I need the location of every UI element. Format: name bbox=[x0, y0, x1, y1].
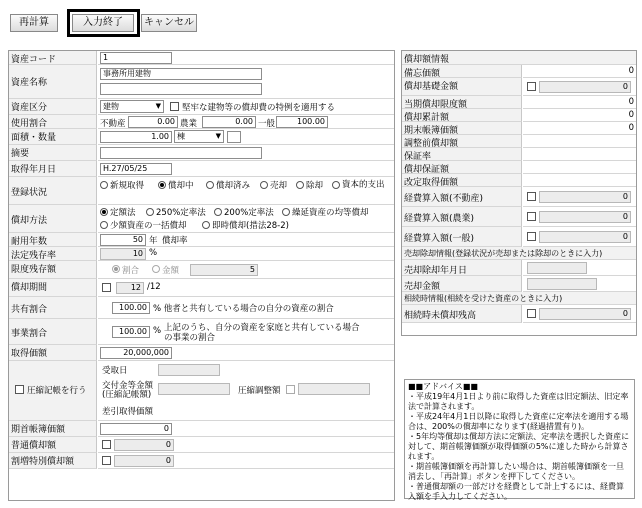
base-amount-checkbox[interactable] bbox=[527, 82, 536, 91]
asset-code-input[interactable]: 1 bbox=[100, 52, 172, 64]
expense-agri-input[interactable]: 0 bbox=[539, 211, 631, 223]
business-ratio-note-2: の事業の割合 bbox=[164, 333, 216, 343]
method-250-radio[interactable] bbox=[146, 208, 154, 216]
normal-depreciation-input[interactable]: 0 bbox=[114, 439, 174, 451]
status-sold-radio[interactable] bbox=[260, 181, 268, 189]
usage-general-label: 一般 bbox=[258, 119, 276, 129]
status-new-radio[interactable] bbox=[100, 181, 108, 189]
expense-general-checkbox[interactable] bbox=[527, 232, 536, 241]
accumulated-dep-cell bbox=[523, 109, 636, 122]
statutory-residual-cell bbox=[98, 247, 395, 261]
summary-input[interactable] bbox=[100, 147, 262, 159]
sale-date-label: 売却除却年月日 bbox=[402, 260, 522, 276]
advice-line-3: ・5年均等償却は償却方法に定額法、定率法を選択した資産に対して、期首帳簿価額が取得価額の5%に達した時から計算されます。 bbox=[408, 432, 630, 461]
status-disposed-label: 除却 bbox=[306, 181, 324, 191]
area-unit-input[interactable] bbox=[227, 131, 241, 143]
depreciation-period-cell bbox=[98, 279, 395, 297]
limit-residual-cell bbox=[98, 261, 395, 279]
compression-adjust-checkbox[interactable] bbox=[286, 385, 295, 394]
area-qty-label: 面積・数量 bbox=[9, 129, 97, 145]
special-depreciation-label: 割増特別償却額 bbox=[9, 453, 97, 469]
inherit-balance-cell bbox=[523, 305, 636, 323]
business-ratio-percent: % bbox=[153, 326, 162, 336]
compression-adjust-label: 圧縮調整額 bbox=[238, 386, 281, 396]
depreciation-rate-label: 償却率 bbox=[162, 236, 188, 246]
business-ratio-note-1: 上記のうち、自分の資産を家庭と共有している場合 bbox=[164, 323, 360, 333]
expense-realestate-input[interactable]: 0 bbox=[539, 191, 631, 203]
method-straight-radio[interactable] bbox=[100, 208, 108, 216]
method-deferred-label: 繰延資産の均等償却 bbox=[292, 208, 369, 218]
sale-date-cell bbox=[523, 260, 636, 276]
compressed-entry-fields bbox=[98, 361, 395, 421]
status-depreciating-label: 償却中 bbox=[168, 181, 194, 191]
net-cost-label: 差引取得価額 bbox=[102, 407, 154, 417]
compressed-entry-label: 圧縮記帳を行う bbox=[27, 386, 87, 396]
method-200-radio[interactable] bbox=[214, 208, 222, 216]
compression-adjust-input[interactable] bbox=[298, 383, 370, 395]
method-immediate-label: 即時償却(措法28-2) bbox=[212, 221, 289, 231]
useful-life-unit: 年 bbox=[149, 236, 158, 246]
sale-amount-label: 売却金額 bbox=[402, 276, 522, 292]
received-date-label: 受取日 bbox=[102, 366, 128, 376]
summary-cell bbox=[98, 145, 395, 161]
current-dep-value: 0 bbox=[628, 97, 634, 107]
asset-code-label: 資産コード bbox=[9, 51, 97, 65]
limit-ratio-radio[interactable] bbox=[112, 265, 120, 273]
normal-depreciation-cell bbox=[98, 437, 395, 453]
depreciation-method-cell bbox=[98, 205, 395, 233]
asset-form-right bbox=[401, 50, 637, 336]
method-250-label: 250%定率法 bbox=[156, 208, 206, 218]
depreciation-period-denominator: /12 bbox=[147, 282, 161, 292]
acquisition-date-cell bbox=[98, 161, 395, 177]
closing-book-value-label: 期末帳簿価額 bbox=[402, 122, 522, 135]
expense-realestate-label: 経費算入額(不動産) bbox=[402, 187, 522, 207]
usage-realestate-label: 不動産 bbox=[100, 119, 126, 129]
method-small-radio[interactable] bbox=[100, 221, 108, 229]
useful-life-input[interactable]: 50 bbox=[100, 234, 146, 246]
memo-value-label: 備忘価額 bbox=[402, 65, 522, 78]
expense-realestate-cell bbox=[523, 187, 636, 207]
adjust-previous-label: 調整前償却額 bbox=[402, 135, 522, 148]
status-done-radio[interactable] bbox=[206, 181, 214, 189]
subsidy-amount-input[interactable] bbox=[158, 383, 230, 395]
memo-value-cell bbox=[523, 65, 636, 78]
special-depreciation-checkbox[interactable] bbox=[102, 456, 111, 465]
depreciation-period-label: 償却期間 bbox=[9, 279, 97, 297]
revised-cost-label: 改定取得価額 bbox=[402, 174, 522, 187]
acquisition-cost-label: 取得価額 bbox=[9, 345, 97, 361]
advice-box bbox=[404, 379, 635, 499]
chevron-down-icon: ▼ bbox=[155, 102, 161, 110]
inherit-balance-checkbox[interactable] bbox=[527, 309, 536, 318]
expense-agri-label: 経費算入額(農業) bbox=[402, 207, 522, 227]
asset-name-input-2[interactable] bbox=[100, 83, 262, 95]
asset-category-cell bbox=[98, 99, 395, 115]
depreciation-period-checkbox[interactable] bbox=[102, 283, 111, 292]
depreciation-period-input[interactable]: 12 bbox=[116, 282, 144, 294]
usage-ratio-label: 使用割合 bbox=[9, 115, 97, 129]
expense-agri-cell bbox=[523, 207, 636, 227]
statutory-residual-label: 法定残存率 bbox=[9, 247, 97, 261]
limit-amount-radio[interactable] bbox=[152, 265, 160, 273]
opening-book-value-cell bbox=[98, 421, 395, 437]
method-small-label: 少額資産の一括償却 bbox=[110, 221, 187, 231]
closing-book-value-cell bbox=[523, 122, 636, 135]
registration-status-label: 登録状況 bbox=[9, 177, 97, 205]
depreciation-method-label: 償却方法 bbox=[9, 205, 97, 233]
special-depreciation-cell bbox=[98, 453, 395, 469]
business-ratio-cell bbox=[98, 319, 395, 345]
depreciation-info-header: 償却額情報 bbox=[402, 51, 636, 65]
limit-ratio-label: 割合 bbox=[122, 266, 140, 276]
advice-title: ■■アドバイス■■ bbox=[408, 382, 478, 391]
statutory-residual-unit: % bbox=[149, 248, 158, 258]
limit-residual-input[interactable]: 5 bbox=[190, 264, 258, 276]
received-date-input[interactable] bbox=[158, 364, 220, 376]
closing-book-value: 0 bbox=[628, 123, 634, 133]
status-done-label: 償却済み bbox=[216, 181, 251, 191]
shared-ratio-cell bbox=[98, 297, 395, 319]
business-ratio-input[interactable]: 100.00 bbox=[112, 326, 150, 338]
normal-depreciation-label: 普通償却額 bbox=[9, 437, 97, 453]
inherit-balance-input[interactable]: 0 bbox=[539, 308, 631, 320]
acquisition-date-input[interactable]: H.27/05/25 bbox=[100, 163, 172, 175]
shared-ratio-input[interactable]: 100.00 bbox=[112, 302, 150, 314]
cancel-button[interactable]: キャンセル bbox=[141, 14, 197, 32]
guaranteed-amount-label: 償却保証額 bbox=[402, 161, 522, 174]
expense-agri-checkbox[interactable] bbox=[527, 212, 536, 221]
advice-line-1: ・平成19年4月1日より前に取得した資産は旧定額法、旧定率法で計算されます。 bbox=[408, 392, 629, 411]
limit-amount-label: 金額 bbox=[162, 266, 180, 276]
special-depreciation-input[interactable]: 0 bbox=[114, 455, 174, 467]
acquisition-cost-cell bbox=[98, 345, 395, 361]
status-sold-label: 売却 bbox=[270, 181, 288, 191]
accumulated-dep-label: 償却累計額 bbox=[402, 109, 522, 122]
area-unit-select[interactable]: 棟 ▼ bbox=[174, 130, 224, 143]
expense-realestate-checkbox[interactable] bbox=[527, 192, 536, 201]
advice-line-2: ・平成24年4月1日以降に取得した資産に定率法を適用する場合は、200%の償却率になります(経過措置有り)。 bbox=[408, 412, 629, 431]
acquisition-date-label: 取得年月日 bbox=[9, 161, 97, 177]
asset-code-cell bbox=[98, 51, 395, 65]
guarantee-rate-label: 保証率 bbox=[402, 148, 522, 161]
memo-value: 0 bbox=[628, 66, 634, 76]
shared-ratio-label: 共有割合 bbox=[9, 297, 97, 319]
asset-category-label: 資産区分 bbox=[9, 99, 97, 115]
usage-realestate-input[interactable]: 0.00 bbox=[128, 116, 178, 128]
method-immediate-radio[interactable] bbox=[202, 221, 210, 229]
usage-agri-label: 農業 bbox=[180, 119, 198, 129]
advice-line-5: ・普通償却額の一部だけを経費として計上するには、経費算入額を手入力してください。 bbox=[408, 482, 624, 501]
accumulated-dep-value: 0 bbox=[628, 110, 634, 120]
opening-book-value-label: 期首帳簿価額 bbox=[9, 421, 97, 437]
sale-amount-cell bbox=[523, 276, 636, 292]
usage-agri-input[interactable]: 0.00 bbox=[202, 116, 256, 128]
sale-info-header: 売却除却情報(登録状況が売却または除却のときに入力) bbox=[402, 247, 636, 260]
business-ratio-label: 事業割合 bbox=[9, 319, 97, 345]
method-straight-label: 定額法 bbox=[110, 208, 136, 218]
opening-book-value-input[interactable]: 0 bbox=[100, 423, 172, 435]
compressed-entry-checkbox[interactable] bbox=[15, 385, 24, 394]
status-depreciating-radio[interactable] bbox=[158, 181, 166, 189]
useful-life-cell bbox=[98, 233, 395, 247]
summary-label: 摘要 bbox=[9, 145, 97, 161]
adjust-previous-cell bbox=[523, 135, 636, 148]
method-deferred-radio[interactable] bbox=[282, 208, 290, 216]
revised-cost-cell bbox=[523, 174, 636, 187]
usage-general-input[interactable]: 100.00 bbox=[276, 116, 328, 128]
base-amount-label: 償却基礎金額 bbox=[402, 78, 522, 96]
sturdy-building-checkbox[interactable] bbox=[170, 102, 179, 111]
base-amount-cell bbox=[523, 78, 636, 96]
finish-input-button[interactable]: 入力終了 bbox=[72, 14, 134, 32]
status-disposed-radio[interactable] bbox=[296, 181, 304, 189]
acquisition-cost-input[interactable]: 20,000,000 bbox=[100, 347, 172, 359]
status-capital-label: 資本的支出 bbox=[342, 180, 385, 190]
statutory-residual-input[interactable]: 10 bbox=[100, 248, 146, 260]
asset-name-cell bbox=[98, 65, 395, 99]
useful-life-label: 耐用年数 bbox=[9, 233, 97, 247]
usage-ratio-cell bbox=[98, 115, 395, 129]
status-capital-radio[interactable] bbox=[332, 181, 340, 189]
advice-line-4: ・期首帳簿価額を再計算したい場合は、期首帳簿価額を一旦消去し、「再計算」ボタンを押下してください。 bbox=[408, 462, 624, 481]
limit-residual-label: 限度残存額 bbox=[9, 261, 97, 279]
method-200-label: 200%定率法 bbox=[224, 208, 274, 218]
base-amount-input[interactable]: 0 bbox=[539, 81, 631, 93]
area-qty-cell bbox=[98, 129, 395, 145]
asset-form-left bbox=[8, 50, 395, 501]
subsidy-amount-label: 交付金等金額 bbox=[102, 381, 154, 391]
area-qty-input[interactable]: 1.00 bbox=[100, 131, 172, 143]
asset-category-select[interactable]: 建物 ▼ bbox=[100, 100, 164, 113]
asset-name-input[interactable]: 事務所用建物 bbox=[100, 68, 262, 80]
expense-general-cell bbox=[523, 227, 636, 247]
inherit-info-header: 相続時情報(相続を受けた資産のときに入力) bbox=[402, 292, 636, 305]
expense-general-label: 経費算入額(一般) bbox=[402, 227, 522, 247]
inherit-balance-label: 相続時未償却残高 bbox=[402, 305, 522, 323]
subsidy-amount-label-2: (圧縮記帳額) bbox=[102, 390, 152, 400]
registration-status-cell bbox=[98, 177, 395, 205]
current-dep-label: 当期償却限度額 bbox=[402, 96, 522, 109]
sale-amount-input[interactable] bbox=[527, 278, 597, 290]
expense-general-input[interactable]: 0 bbox=[539, 231, 631, 243]
normal-depreciation-checkbox[interactable] bbox=[102, 440, 111, 449]
shared-ratio-note: % 他者と共有している場合の自分の資産の割合 bbox=[153, 304, 334, 314]
recalc-button[interactable]: 再計算 bbox=[10, 14, 58, 32]
status-new-label: 新規取得 bbox=[110, 181, 145, 191]
asset-name-label: 資産名称 bbox=[9, 65, 97, 99]
compressed-entry-cell bbox=[9, 361, 97, 421]
current-dep-cell bbox=[523, 96, 636, 109]
chevron-down-icon: ▼ bbox=[215, 132, 221, 140]
guaranteed-amount-cell bbox=[523, 161, 636, 174]
sturdy-building-label: 堅牢な建物等の償却費の特例を適用する bbox=[182, 103, 336, 113]
guarantee-rate-cell bbox=[523, 148, 636, 161]
sale-date-input[interactable] bbox=[527, 262, 587, 274]
